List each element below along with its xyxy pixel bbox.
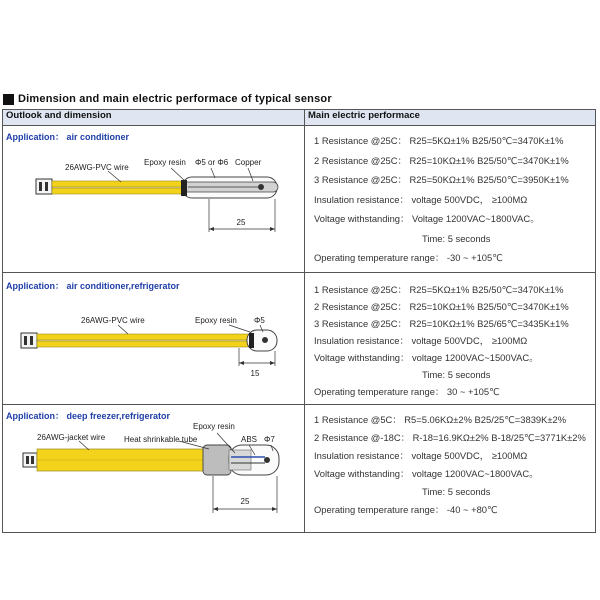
wire-label (37, 433, 106, 442)
diameter-label: Φ7 (264, 434, 275, 444)
connector-pin (31, 456, 34, 464)
thermistor-bead (264, 457, 270, 463)
spec-resistance-2: 2 Resistance @25C： R25=10KΩ±1% B25/50℃=3470K±1% (314, 154, 569, 166)
epoxy-seal (249, 333, 254, 348)
specs-cell (305, 404, 596, 532)
leader-line (229, 325, 250, 332)
spec-table (2, 109, 596, 533)
table-row (3, 272, 596, 404)
spec-temperature: Operating temperature range： 30 ~ +105℃ (314, 385, 500, 397)
leader-line (118, 325, 128, 334)
spec-time: Time: 5 seconds (422, 232, 491, 244)
spec-voltage: Voltage withstanding： voltage 1200VAC~1500VAC。 (314, 351, 539, 363)
spec-insulation: Insulation resistance： voltage 500VDC， ≥100MΩ (314, 449, 528, 461)
spec-resistance-1: 1 Resistance @25C： R25=5KΩ±1% B25/50℃=3470K±1% (314, 283, 564, 295)
dimension-label: 25 (236, 218, 246, 227)
dimension-label: 15 (250, 368, 260, 378)
tube-label (124, 435, 198, 444)
epoxy-seal (181, 180, 187, 196)
epoxy-label: Epoxy resin (195, 315, 237, 325)
spec-resistance-1: 1 Resistance @25C： R25=5KΩ±1% B25/50℃=3470K±1% (314, 135, 564, 146)
leader-line (171, 168, 185, 181)
application-label: Application： deep freezer,refrigerator (6, 410, 171, 421)
spec-resistance-1: 1 Resistance @5C： R5=5.06KΩ±2% B25/25℃=3839K±2% (314, 413, 567, 425)
connector-pin (30, 336, 33, 345)
application-label: Application： air conditioner,refrigerator (6, 280, 180, 291)
specs-cell (305, 126, 596, 273)
wire-2 (37, 341, 252, 347)
connector (23, 453, 37, 467)
thermistor-bead (262, 337, 268, 343)
wire-label: 26AWG-PVC wire (65, 163, 129, 172)
column-header-electric: Main electric performace (305, 110, 596, 126)
section-title-text: Dimension and main electric performace of typical sensor (18, 93, 332, 105)
connector-pin (39, 182, 42, 191)
spec-time: Time: 5 seconds (422, 485, 491, 497)
spec-temperature: Operating temperature range： -30 ~ +105℃ (314, 252, 503, 263)
drawing-cell (3, 126, 305, 273)
drawing-cell (3, 404, 305, 532)
tube-label-text: Heat shrinkable tube (124, 434, 198, 444)
bullet-square-icon (3, 94, 14, 105)
table-row (3, 404, 596, 532)
connector (36, 179, 52, 194)
thermistor-bead (258, 184, 264, 190)
connector-pin (45, 182, 48, 191)
spec-resistance-3: 3 Resistance @25C： R25=10KΩ±1% B25/65℃=3435K±1% (314, 317, 569, 329)
sensor-drawing-1 (3, 126, 303, 262)
epoxy-label: Epoxy resin (144, 158, 186, 167)
copper-label: Copper (235, 158, 262, 167)
wire-label-text: 26AWG-jacket wire (37, 432, 106, 442)
section-title (3, 92, 332, 106)
table-header-row (3, 110, 596, 126)
wire-1 (37, 334, 252, 340)
sensor-drawing-2 (3, 273, 303, 402)
diameter-label: Φ5 or Φ6 (195, 158, 229, 167)
spec-resistance-2: 2 Resistance @25C： R25=10KΩ±1% B25/50℃=3470K±1% (314, 300, 569, 312)
spec-time: Time: 5 seconds (422, 368, 491, 380)
wire-1 (52, 181, 182, 187)
spec-temperature: Operating temperature range： -40 ~ +80℃ (314, 503, 498, 515)
connector-pin (26, 456, 29, 464)
sensor-drawing-3 (3, 405, 303, 531)
connector (21, 333, 37, 348)
wire-2 (52, 188, 182, 194)
diameter-label: Φ5 (254, 315, 265, 325)
spec-resistance-3: 3 Resistance @25C： R25=50KΩ±1% B25/50℃=3950K±1% (314, 174, 569, 185)
leader-line (108, 171, 121, 182)
specs-cell (305, 272, 596, 404)
dimension-label: 25 (240, 496, 250, 506)
spec-insulation: Insulation resistance： voltage 500VDC， ≥100MΩ (314, 193, 528, 205)
heat-shrink-tube (203, 445, 231, 475)
spec-voltage: Voltage withstanding： voltage 1200VAC~1800VAC。 (314, 467, 539, 479)
spec-resistance-2: 2 Resistance @-18C： R-18=16.9KΩ±2% B-18/25℃=3771K±2% (314, 431, 586, 443)
epoxy-fill (229, 450, 251, 470)
column-header-outlook: Outlook and dimension (3, 110, 305, 126)
abs-label: ABS (241, 434, 258, 444)
epoxy-label: Epoxy resin (193, 421, 235, 431)
spec-voltage: Voltage withstanding： Voltage 1200VAC~1800VAC。 (314, 213, 540, 224)
connector-pin (24, 336, 27, 345)
spec-insulation: Insulation resistance： voltage 500VDC， ≥100MΩ (314, 334, 528, 346)
leader-line (79, 441, 89, 450)
application-label: Application： air conditioner (6, 132, 130, 142)
wire-label: 26AWG-PVC wire (81, 315, 145, 325)
table-row (3, 126, 596, 273)
drawing-cell (3, 272, 305, 404)
